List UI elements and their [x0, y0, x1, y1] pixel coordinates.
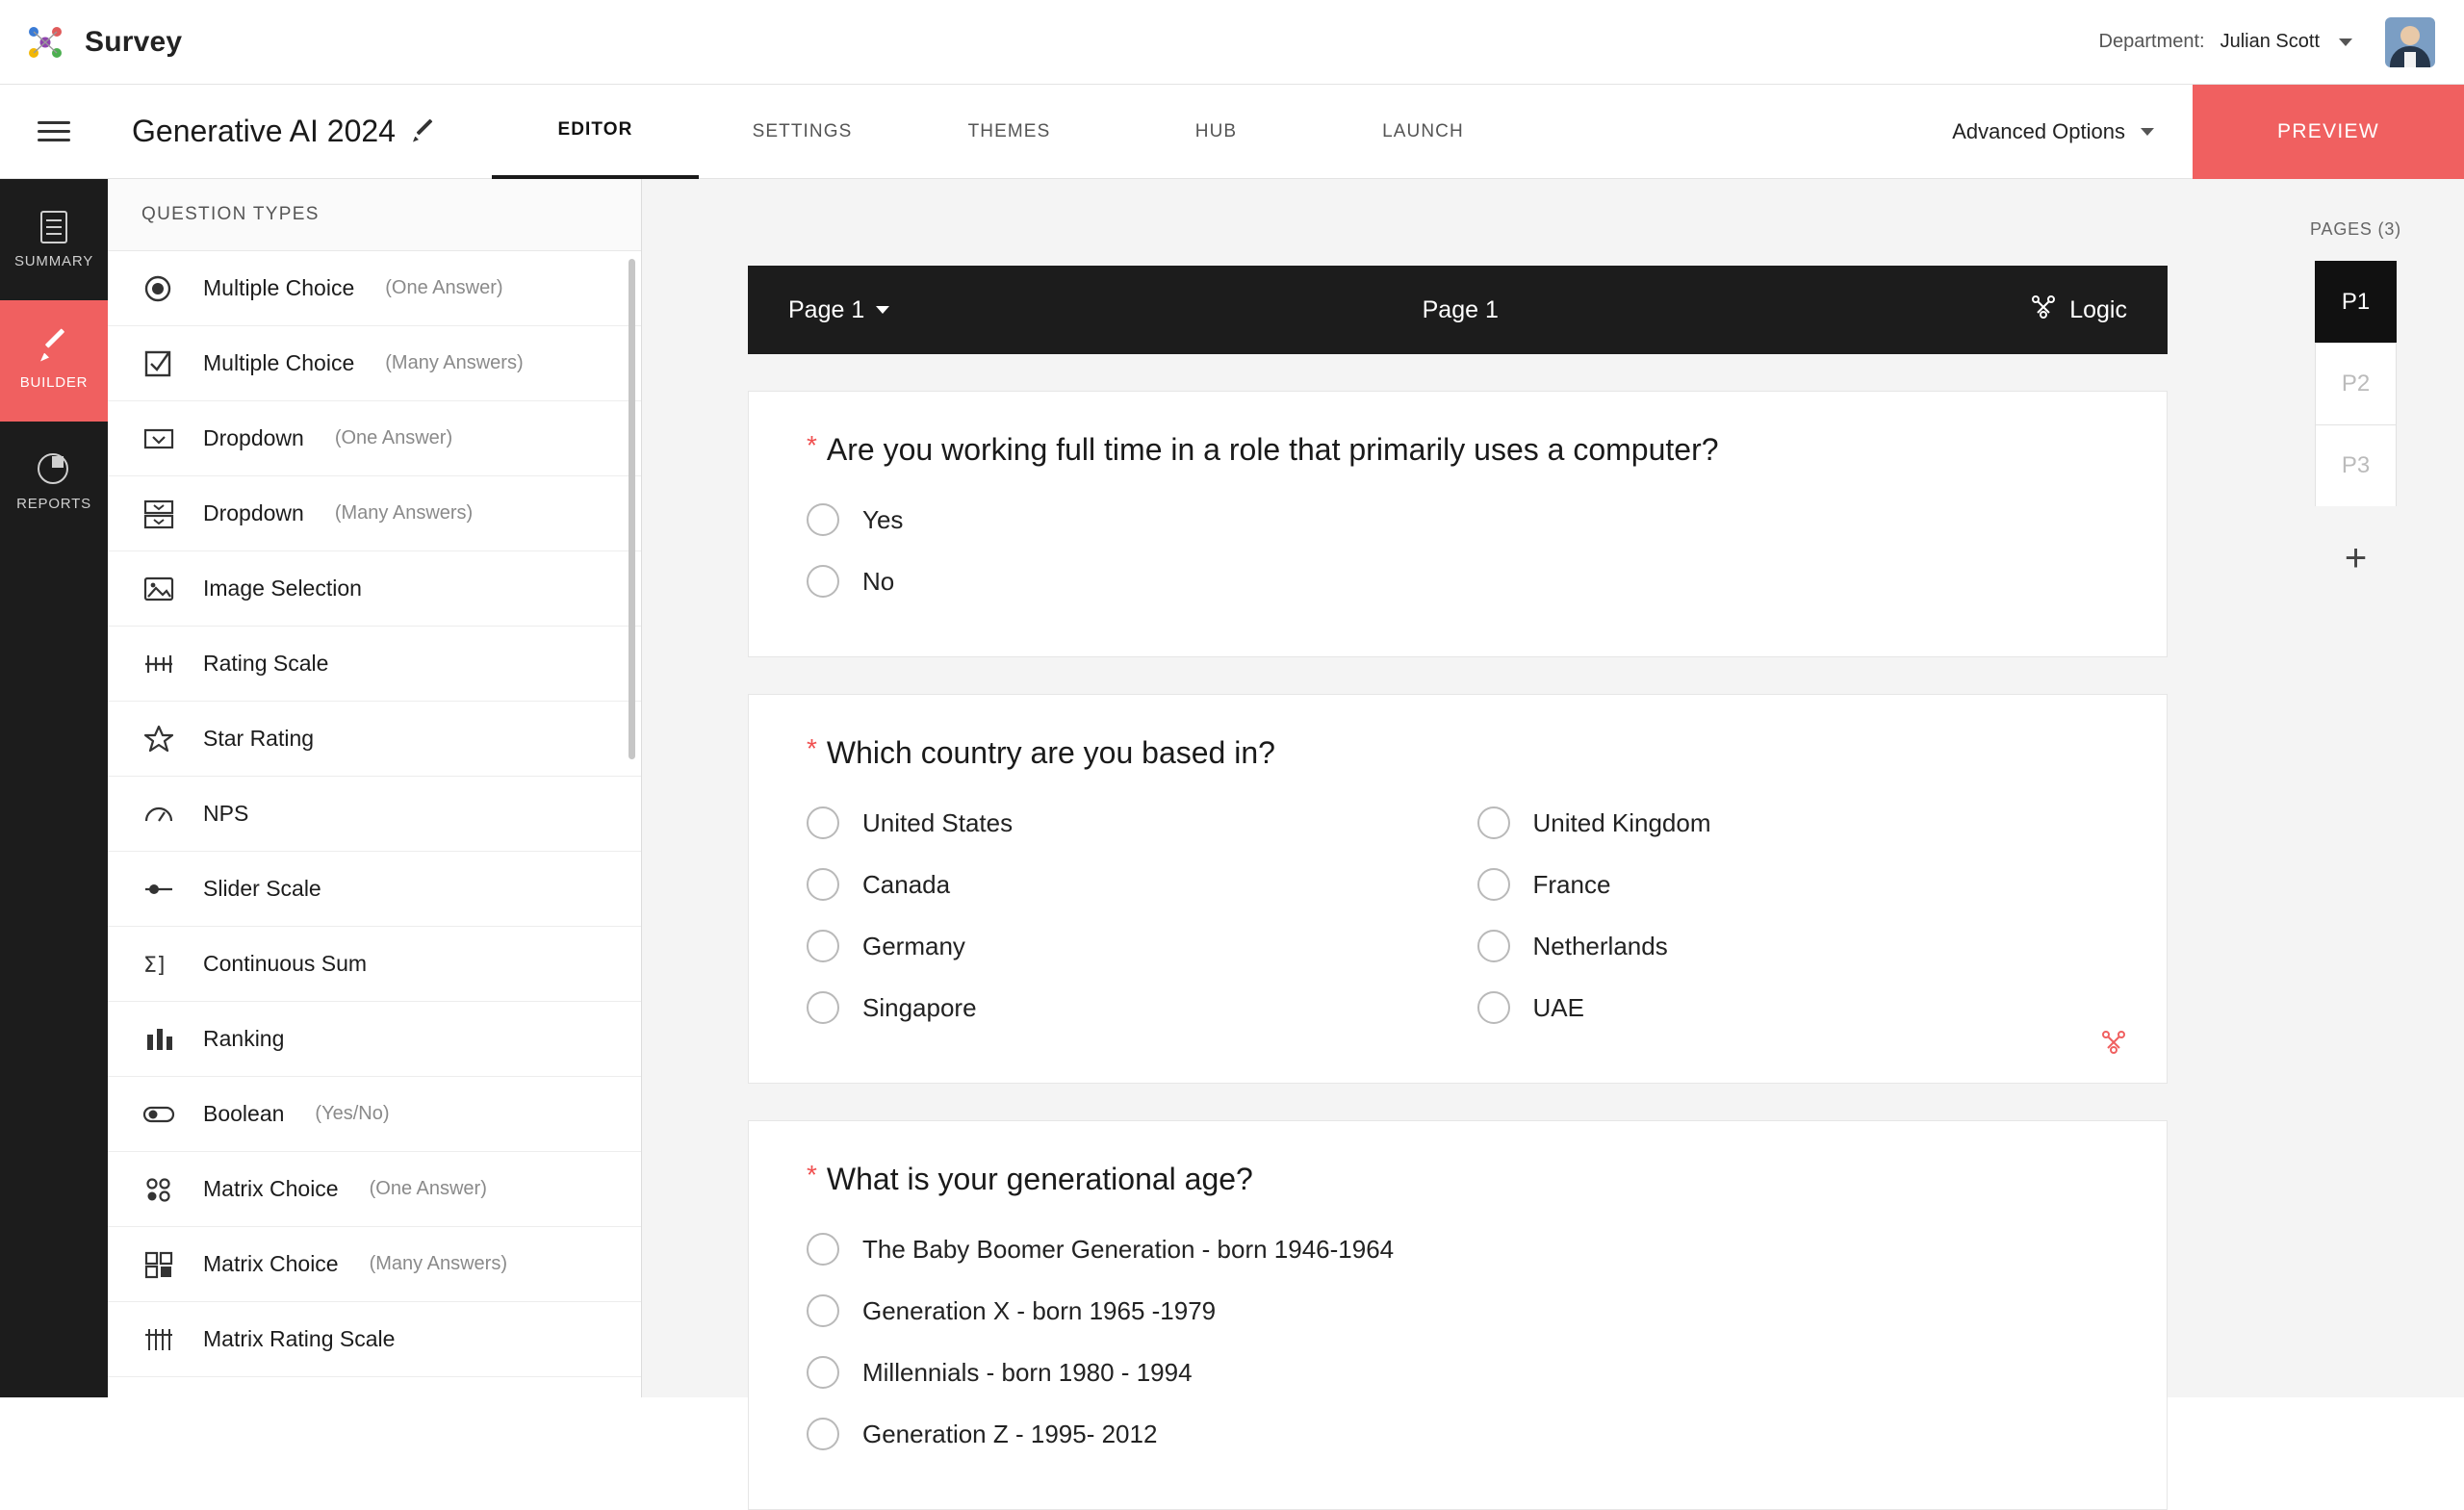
svg-text:Σ]: Σ] [143, 953, 166, 978]
question-card[interactable] [748, 1120, 2168, 1510]
page-chip-p3[interactable]: P3 [2315, 424, 2397, 506]
question-types-list[interactable] [108, 251, 641, 1397]
option-row[interactable] [807, 1342, 2109, 1403]
page-chip-p1[interactable]: P1 [2315, 261, 2397, 343]
question-panel-scrollbar[interactable] [629, 259, 635, 759]
app-logo-icon [25, 21, 67, 64]
survey-title-group [108, 114, 434, 149]
question-type-sub: (Many Answers) [369, 1253, 507, 1274]
question-type-label: Star Rating [203, 726, 315, 751]
question-title: Which country are you based in? [826, 735, 1275, 770]
option-row[interactable] [1477, 977, 2110, 1038]
question-options [807, 1218, 2109, 1465]
required-marker: * [807, 430, 817, 460]
question-types-panel [108, 179, 642, 1397]
rating-scale-icon [141, 648, 178, 680]
rail-item-reports[interactable] [0, 422, 108, 543]
hamburger-menu-icon[interactable] [0, 85, 108, 179]
toggle-icon [141, 1098, 178, 1131]
radio-button-icon[interactable] [1477, 930, 1510, 962]
pencil-icon[interactable] [413, 121, 434, 142]
checkbox-icon [141, 347, 178, 380]
option-label: No [862, 566, 895, 596]
question-options [807, 489, 2109, 612]
question-type-slider-scale[interactable] [108, 852, 641, 927]
question-type-label: Multiple Choice [203, 275, 355, 300]
editor-canvas [642, 179, 2464, 1448]
question-type-label: NPS [203, 801, 249, 826]
option-label: UAE [1532, 992, 1584, 1022]
question-type-label: Matrix Choice [203, 1176, 339, 1201]
question-type-label: Multiple Choice [203, 350, 355, 375]
radio-button-icon[interactable] [807, 1294, 839, 1327]
option-label: Netherlands [1532, 931, 1668, 960]
matrix-rating-icon [141, 1323, 178, 1356]
dropdown-icon [141, 422, 178, 455]
option-label: Canada [862, 869, 951, 899]
radio-button-icon[interactable] [807, 1233, 839, 1266]
option-row[interactable] [807, 854, 1439, 915]
department-label: Department: [2098, 31, 2205, 52]
question-type-image-selection[interactable] [108, 551, 641, 627]
question-type-matrix-choice-one[interactable] [108, 1152, 641, 1227]
option-row[interactable] [1477, 792, 2110, 854]
question-title-row [807, 1162, 2109, 1197]
question-type-dropdown-many[interactable] [108, 476, 641, 551]
left-rail [0, 179, 108, 1397]
question-type-label: Ranking [203, 1026, 285, 1051]
chevron-down-icon [2141, 128, 2154, 136]
avatar[interactable] [2385, 17, 2435, 67]
top-bar-right [2099, 17, 2464, 67]
question-title-row [807, 432, 2109, 468]
rail-item-summary[interactable] [0, 179, 108, 300]
rail-item-builder[interactable] [0, 300, 108, 422]
question-title: What is your generational age? [826, 1162, 1253, 1196]
tab-themes[interactable]: THEMES [967, 120, 1051, 141]
tab-settings[interactable]: SETTINGS [752, 120, 853, 141]
question-type-multiple-choice-one[interactable] [108, 251, 641, 326]
tab-editor[interactable]: EDITOR [492, 85, 699, 179]
pages-title: PAGES (3) [2310, 219, 2401, 239]
preview-button[interactable]: PREVIEW [2193, 85, 2464, 179]
radio-button-icon[interactable] [807, 868, 839, 901]
logic-branch-icon [2031, 294, 2056, 326]
option-row[interactable] [807, 977, 1439, 1038]
question-type-matrix-rating-scale[interactable] [108, 1302, 641, 1377]
advanced-options-button[interactable] [1952, 119, 2193, 144]
chevron-down-icon[interactable] [2339, 38, 2352, 46]
star-icon [141, 723, 178, 755]
question-card[interactable] [748, 391, 2168, 657]
option-row[interactable] [807, 1280, 2109, 1342]
app-title: Survey [85, 25, 183, 58]
question-card[interactable] [748, 694, 2168, 1084]
question-type-sub: (Yes/No) [315, 1103, 390, 1124]
matrix-checkbox-icon [141, 1248, 178, 1281]
sub-bar [0, 85, 2464, 179]
page-select[interactable] [788, 296, 889, 324]
chevron-down-icon [876, 306, 889, 314]
question-type-label: Matrix Choice [203, 1251, 339, 1276]
option-label: United Kingdom [1532, 807, 1711, 837]
radio-button-icon[interactable] [807, 1418, 839, 1450]
option-label: United States [862, 807, 1014, 837]
option-row[interactable] [807, 550, 2109, 612]
question-type-dropdown-one[interactable] [108, 401, 641, 476]
bars-icon [141, 1023, 178, 1056]
radio-button-icon[interactable] [807, 565, 839, 598]
required-marker: * [807, 733, 817, 763]
question-type-label: Slider Scale [203, 876, 321, 901]
question-type-label: Boolean [203, 1101, 285, 1126]
question-type-ranking[interactable] [108, 1002, 641, 1077]
question-type-label: Dropdown [203, 425, 304, 450]
option-label: Generation X - born 1965 -1979 [862, 1295, 1217, 1325]
question-options [807, 792, 2109, 1038]
required-marker: * [807, 1160, 817, 1190]
question-type-rating-scale[interactable] [108, 627, 641, 702]
question-type-sub: (One Answer) [369, 1178, 487, 1199]
question-title-row [807, 735, 2109, 771]
question-type-sub: (One Answer) [385, 277, 503, 298]
main-tabs [492, 85, 1527, 179]
page-header [748, 266, 2168, 354]
question-type-label: Rating Scale [203, 651, 329, 676]
question-type-sub: (Many Answers) [385, 352, 524, 373]
logic-label: Logic [2069, 295, 2127, 323]
question-logic-icon[interactable] [2101, 1030, 2126, 1062]
sigma-icon [141, 948, 178, 981]
option-row[interactable] [807, 1218, 2109, 1280]
tab-launch[interactable]: LAUNCH [1382, 120, 1464, 141]
question-type-multiple-choice-many[interactable] [108, 326, 641, 401]
user-name[interactable]: Julian Scott [2220, 31, 2320, 52]
question-type-continuous-sum[interactable] [108, 927, 641, 1002]
question-type-nps[interactable] [108, 777, 641, 852]
question-type-label: Matrix Rating Scale [203, 1326, 396, 1351]
radio-button-icon[interactable] [807, 1356, 839, 1389]
rail-label-reports: REPORTS [16, 495, 91, 512]
brand[interactable] [0, 21, 182, 64]
option-row[interactable] [1477, 854, 2110, 915]
matrix-radio-icon [141, 1173, 178, 1206]
slider-icon [141, 873, 178, 906]
radio-button-icon[interactable] [1477, 991, 1510, 1024]
option-row[interactable] [807, 915, 1439, 977]
option-label: Singapore [862, 992, 977, 1022]
question-type-sub: (Many Answers) [334, 502, 474, 524]
radio-button-icon[interactable] [1477, 868, 1510, 901]
page-name: Page 1 [1422, 295, 1499, 323]
image-icon [141, 573, 178, 605]
rail-label-builder: BUILDER [19, 373, 89, 391]
survey-preview [748, 266, 2168, 1510]
option-row[interactable] [1477, 915, 2110, 977]
option-label: The Baby Boomer Generation - born 1946-1964 [862, 1234, 1395, 1264]
option-label: Generation Z - 1995- 2012 [862, 1419, 1158, 1448]
radio-button-icon[interactable] [807, 806, 839, 839]
top-bar [0, 0, 2464, 85]
question-type-label: Continuous Sum [203, 951, 368, 976]
radio-button-icon[interactable] [807, 930, 839, 962]
question-types-header: QUESTION TYPES [108, 179, 641, 251]
question-type-label: Dropdown [203, 500, 304, 525]
logic-button[interactable] [2031, 294, 2127, 326]
question-type-boolean[interactable] [108, 1077, 641, 1152]
tab-hub[interactable]: HUB [1194, 120, 1238, 141]
question-type-matrix-choice-many[interactable] [108, 1227, 641, 1302]
option-row[interactable] [807, 489, 2109, 550]
page-chip-p2[interactable]: P2 [2315, 343, 2397, 424]
option-row[interactable] [807, 1403, 2109, 1465]
page-select-label: Page 1 [788, 295, 865, 323]
question-type-star-rating[interactable] [108, 702, 641, 777]
pages-rail [2247, 179, 2464, 577]
rail-label-summary: SUMMARY [14, 252, 93, 269]
dropdown-multi-icon [141, 498, 178, 530]
option-label: Germany [862, 931, 965, 960]
gauge-icon [141, 798, 178, 831]
radio-button-icon [141, 272, 178, 305]
radio-button-icon[interactable] [807, 991, 839, 1024]
radio-button-icon[interactable] [807, 503, 839, 536]
radio-button-icon[interactable] [1477, 806, 1510, 839]
question-type-sub: (One Answer) [334, 427, 453, 448]
page-title: Generative AI 2024 [132, 114, 396, 148]
pencil-icon [38, 332, 70, 365]
pie-chart-icon [38, 453, 70, 486]
question-type-label: Image Selection [203, 576, 362, 601]
option-label: Yes [862, 504, 904, 534]
question-title: Are you working full time in a role that primarily uses a computer? [826, 432, 1719, 467]
option-label: France [1532, 869, 1611, 899]
option-row[interactable] [807, 792, 1439, 854]
add-page-button[interactable]: + [2344, 537, 2368, 579]
option-label: Millennials - born 1980 - 1994 [862, 1357, 1193, 1387]
advanced-options-label: Advanced Options [1952, 118, 2125, 143]
